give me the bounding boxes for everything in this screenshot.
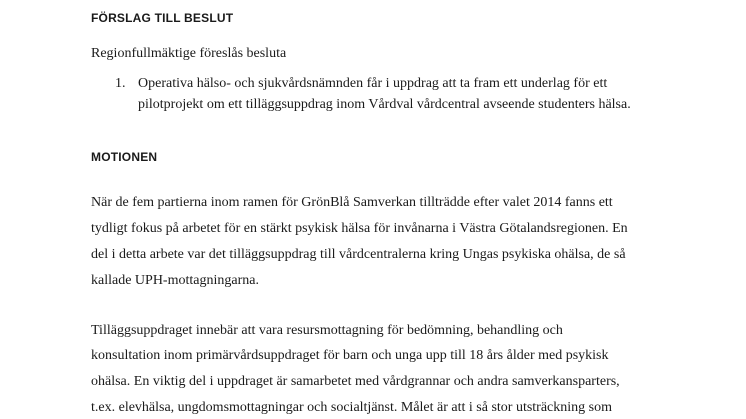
paragraph-line: ohälsa. En viktig del i uppdraget är samarbetet med vårdgrannar och andra samverkansparters, bbox=[91, 374, 620, 389]
paragraph-line: kallade UPH-mottagningarna. bbox=[91, 273, 259, 288]
paragraph-line: När de fem partierna inom ramen för GrönBlå Samverkan tillträdde efter valet 2014 fanns ett bbox=[91, 195, 613, 210]
decision-intro: Regionfullmäktige föreslås besluta bbox=[91, 46, 287, 61]
paragraph-line: konsultation inom primärvårdsuppdraget för barn och unga upp till 18 års ålder med psykisk bbox=[91, 348, 609, 363]
paragraph-line: del i detta arbete var det tilläggsuppdrag till vårdcentralerna kring Ungas psykiska ohälsa, de så bbox=[91, 247, 626, 262]
paragraph-line: t.ex. elevhälsa, ungdomsmottagningar och socialtjänst. Målet är att i så stor utsträckning som bbox=[91, 400, 612, 415]
list-item-line: Operativa hälso- och sjukvårdsnämnden får i uppdrag att ta fram ett underlag för ett bbox=[138, 76, 608, 91]
heading-forslag-till-beslut: FÖRSLAG TILL BESLUT bbox=[91, 11, 234, 25]
paragraph-line: Tilläggsuppdraget innebär att vara resursmottagning för bedömning, behandling och bbox=[91, 323, 563, 338]
list-item-number: 1. bbox=[115, 76, 126, 91]
paragraph-line: tydligt fokus på arbetet för en stärkt psykisk hälsa för invånarna i Västra Götalandsregionen. En bbox=[91, 221, 628, 236]
heading-motionen: MOTIONEN bbox=[91, 150, 158, 164]
list-item-line: pilotprojekt om ett tilläggsuppdrag inom Vårdval vårdcentral avseende studenters hälsa. bbox=[138, 97, 631, 112]
